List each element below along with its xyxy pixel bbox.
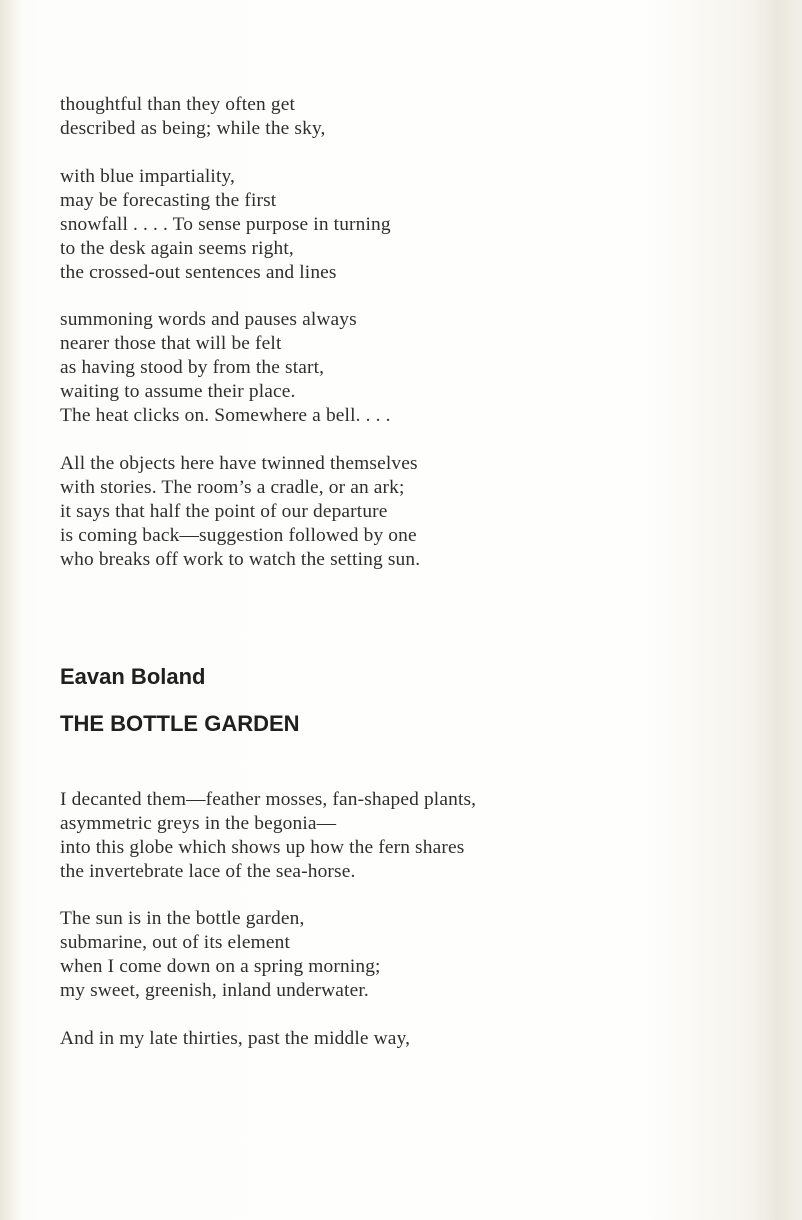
poem-line: All the objects here have twinned themselves xyxy=(60,453,418,474)
bottle-garden-stanza-2 xyxy=(60,907,381,1003)
poem-line: when I come down on a spring morning; xyxy=(60,956,381,977)
continued-poem-stanza-3 xyxy=(60,308,391,428)
page-gutter-shadow xyxy=(0,0,22,1220)
poem-title: THE BOTTLE GARDEN xyxy=(60,711,300,736)
poem-line: The heat clicks on. Somewhere a bell. . . . xyxy=(60,405,391,426)
poem-line: asymmetric greys in the begonia— xyxy=(60,813,337,834)
continued-poem-stanza-4 xyxy=(60,452,420,572)
poem-line: it says that half the point of our departure xyxy=(60,501,388,522)
poem-line: the invertebrate lace of the sea-horse. xyxy=(60,861,356,882)
poem-line: thoughtful than they often get xyxy=(60,94,295,115)
poem-line: the crossed-out sentences and lines xyxy=(60,262,337,283)
poem-line: I decanted them—feather mosses, fan-shaped plants, xyxy=(60,789,477,810)
continued-poem-stanza-1 xyxy=(60,93,326,141)
poem-author: Eavan Boland xyxy=(60,664,206,689)
poem-line: submarine, out of its element xyxy=(60,932,290,953)
poem-line: into this globe which shows up how the fern shares xyxy=(60,837,465,858)
poem-line: waiting to assume their place. xyxy=(60,381,296,402)
poem-line: who breaks off work to watch the setting sun. xyxy=(60,549,421,570)
bottle-garden-stanza-3 xyxy=(60,1027,410,1051)
poem-line: summoning words and pauses always xyxy=(60,309,357,330)
bottle-garden-stanza-1 xyxy=(60,788,476,884)
poem-line: nearer those that will be felt xyxy=(60,333,282,354)
poem-line: to the desk again seems right, xyxy=(60,238,294,259)
poem-line: snowfall . . . . To sense purpose in turning xyxy=(60,214,391,235)
poem-line: may be forecasting the first xyxy=(60,190,277,211)
poem-line: is coming back—suggestion followed by one xyxy=(60,525,417,546)
poem-line: my sweet, greenish, inland underwater. xyxy=(60,980,369,1001)
poem-line: The sun is in the bottle garden, xyxy=(60,908,305,929)
poem-line: And in my late thirties, past the middle way, xyxy=(60,1028,411,1049)
poem-line: with stories. The room’s a cradle, or an ark; xyxy=(60,477,405,498)
poem-line: with blue impartiality, xyxy=(60,166,236,187)
continued-poem-stanza-2 xyxy=(60,165,391,285)
poem-line: described as being; while the sky, xyxy=(60,118,326,139)
poem-line: as having stood by from the start, xyxy=(60,357,325,378)
